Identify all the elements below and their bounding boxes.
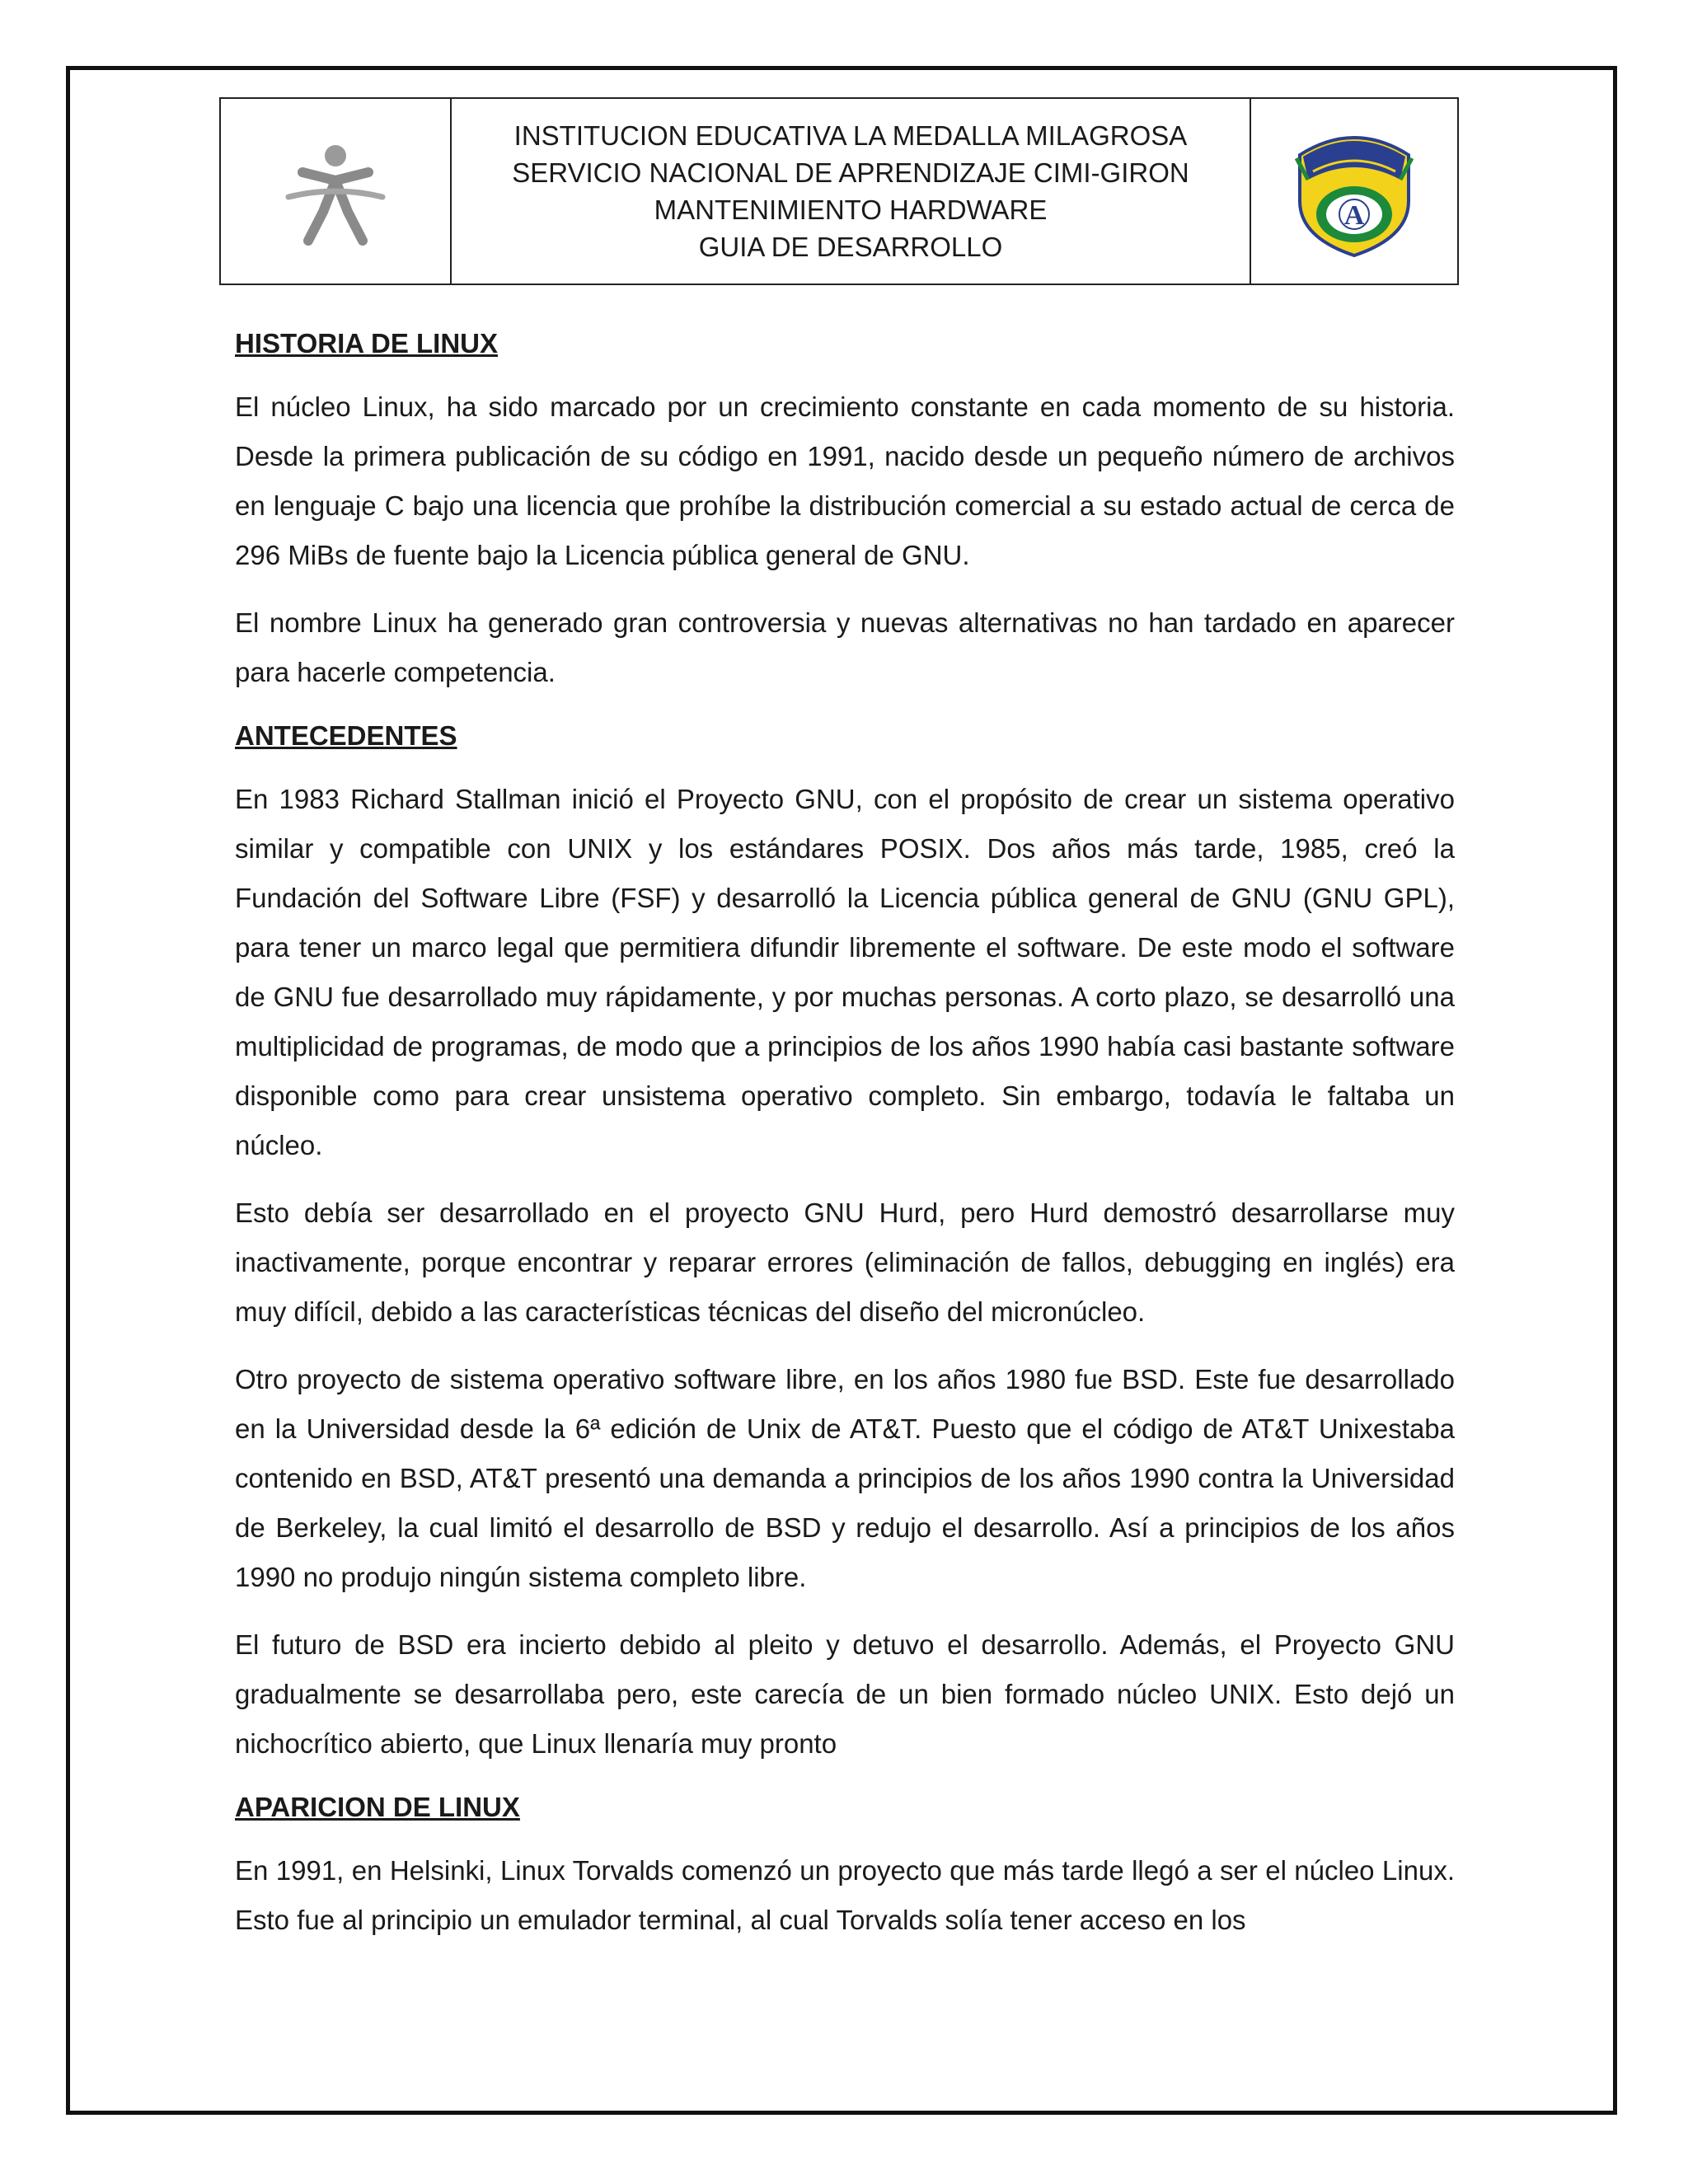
section-heading-historia: HISTORIA DE LINUX — [235, 328, 499, 359]
header-subject: MANTENIMIENTO HARDWARE — [654, 194, 1048, 225]
header-title-block — [451, 98, 1250, 284]
paragraph: El nombre Linux ha generado gran controversia y nuevas alternativas no han tardado en aparecer para hacerle competencia. — [235, 607, 1455, 687]
left-logo-cell — [220, 98, 451, 284]
paragraph: Esto debía ser desarrollado en el proyecto GNU Hurd, pero Hurd demostró desarrollarse muy inactivamente, porque encontrar y reparar errores (eliminación de fallos, debugging en inglés) era muy difícil, debido a las características técnicas del diseño del micronúcleo. — [235, 1197, 1455, 1327]
paragraph: El núcleo Linux, ha sido marcado por un crecimiento constante en cada momento de su historia. Desde la primera publicación de su código en 1991, nacido desde un pequeño número de archivos en lenguaje C bajo una licencia que prohíbe la distribución comercial a su estado actual de cerca de 296 MiBs de fuente bajo la Licencia pública general de GNU. — [235, 391, 1455, 570]
paragraph: Otro proyecto de sistema operativo software libre, en los años 1980 fue BSD. Este fue desarrollado en la Universidad desde la 6ª edición de Unix de AT&T. Puesto que el código de AT&T Unixestaba contenido en BSD, AT&T presentó una demanda a principios de los años 1990 contra la Universidad de Berkeley, la cual limitó el desarrollo de BSD y redujo el desarrollo. Así a principios de los años 1990 no produjo ningún sistema completo libre. — [235, 1364, 1455, 1592]
right-logo-cell — [1250, 98, 1458, 284]
svg-text:A: A — [1343, 200, 1365, 231]
document-body — [235, 323, 1455, 1963]
header-guide-title: GUIA DE DESARROLLO — [698, 232, 1003, 262]
header-service: SERVICIO NACIONAL DE APRENDIZAJE CIMI-GIRON — [512, 157, 1189, 188]
school-crest-icon — [1288, 122, 1420, 260]
section-heading-antecedentes: ANTECEDENTES — [235, 720, 457, 751]
paragraph: En 1983 Richard Stallman inició el Proyecto GNU, con el propósito de crear un sistema operativo similar y compatible con UNIX y los estándares POSIX. Dos años más tarde, 1985, creó la Fundación del Software Libre (FSF) y desarrolló la Licencia pública general de GNU (GNU GPL), para tener un marco legal que permitiera difundir libremente el software. De este modo el software de GNU fue desarrollado muy rápidamente, y por muchas personas. A corto plazo, se desarrolló una multiplicidad de programas, de modo que a principios de los años 1990 había casi bastante software disponible como para crear unsistema operativo completo. Sin embargo, todavía le faltaba un núcleo. — [235, 784, 1455, 1160]
document-header — [219, 97, 1459, 285]
section-heading-aparicion: APARICION DE LINUX — [235, 1792, 520, 1822]
paragraph: En 1991, en Helsinki, Linux Torvalds comenzó un proyecto que más tarde llegó a ser el núcleo Linux. Esto fue al principio un emulador terminal, al cual Torvalds solía tener acceso en los — [235, 1855, 1455, 1935]
sena-logo-icon — [274, 129, 397, 253]
header-institution: INSTITUCION EDUCATIVA LA MEDALLA MILAGROSA — [513, 120, 1188, 151]
paragraph: El futuro de BSD era incierto debido al pleito y detuvo el desarrollo. Además, el Proyecto GNU gradualmente se desarrollaba pero, este carecía de un bien formado núcleo UNIX. Esto dejó un nichocrítico abierto, que Linux llenaría muy pronto — [235, 1629, 1455, 1759]
